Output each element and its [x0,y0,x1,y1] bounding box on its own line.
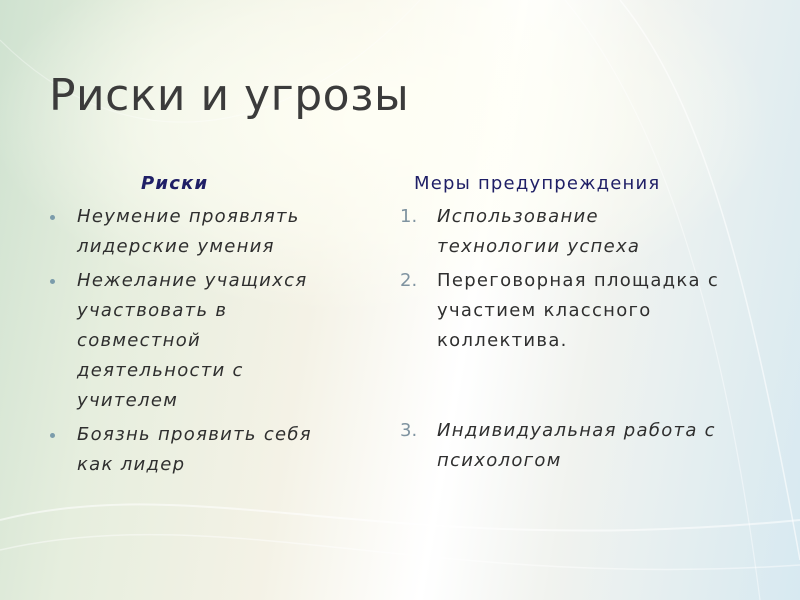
measure-line: коллектива. [437,330,568,351]
measure-number: 3. [400,420,418,441]
risks-heading: Риски [141,173,209,194]
measure-item [388,266,773,356]
measure-number: 2. [400,270,418,291]
risk-line: деятельности с [77,360,244,381]
measure-item [388,416,773,476]
measures-column [388,170,773,476]
bullet-icon [50,279,55,284]
risk-line: участвовать в [77,300,228,321]
risk-item [44,266,349,416]
risk-item [44,420,349,480]
measures-heading: Меры предупреждения [414,173,661,194]
measure-item [388,202,773,262]
measure-line: Индивидуальная работа с [437,420,716,441]
risks-column [44,170,349,480]
bullet-icon [50,433,55,438]
risk-line: Нежелание учащихся [77,270,308,291]
risk-line: учителем [77,390,179,411]
background-arc [0,535,800,570]
risk-line: Боязнь проявить себя [77,424,312,445]
risk-item [44,202,349,262]
measure-line: психологом [437,450,562,471]
measure-line: технологии успеха [437,236,641,257]
risk-line: совместной [77,330,202,351]
background-arc [0,504,800,530]
risk-line: как лидер [77,454,186,475]
risks-list [44,202,349,480]
slide-title: Риски и угрозы [49,70,410,121]
measure-line: Переговорная площадка с [437,270,720,291]
measures-list [388,202,773,476]
bullet-icon [50,215,55,220]
measure-line: Использование [437,206,599,227]
measure-number: 1. [400,206,418,227]
risk-line: лидерские умения [77,236,275,257]
measure-line: участием классного [437,300,652,321]
risk-line: Неумение проявлять [77,206,300,227]
